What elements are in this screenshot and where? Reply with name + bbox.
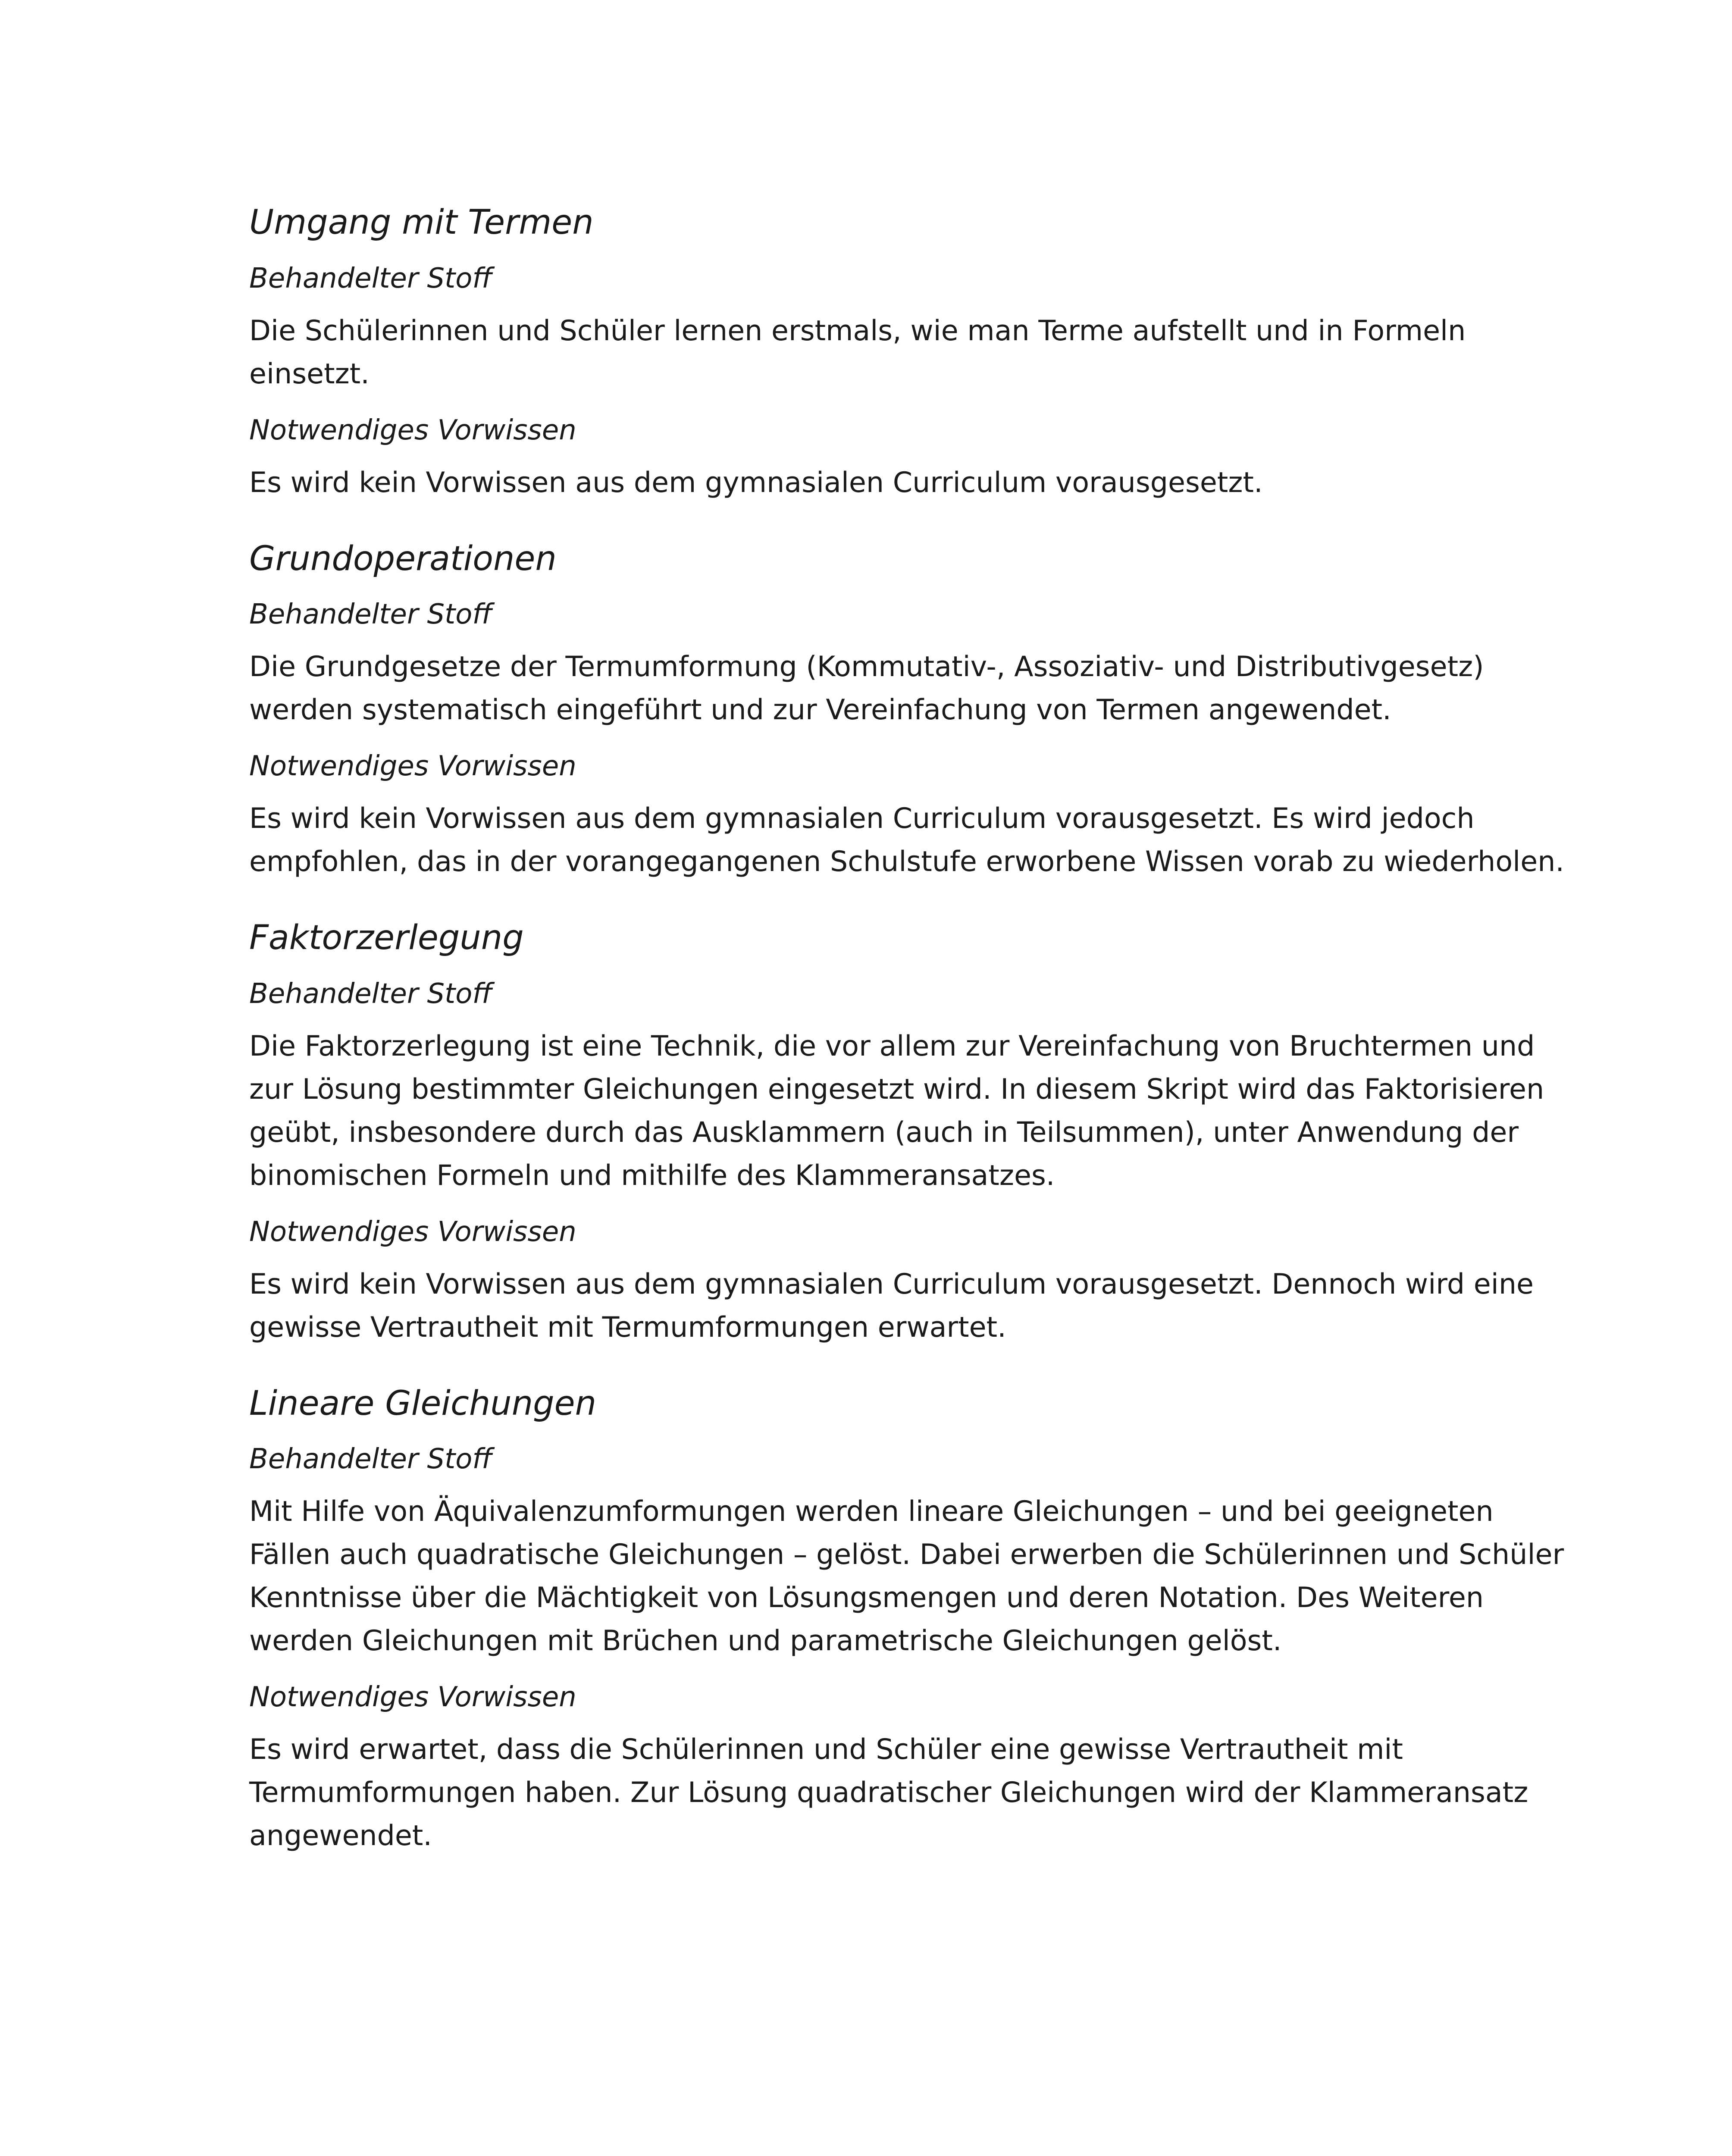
section-faktorzerlegung xyxy=(249,918,1582,1349)
vorwissen-heading: Notwendiges Vorwissen xyxy=(249,1216,576,1248)
vorwissen-heading: Notwendiges Vorwissen xyxy=(249,1681,576,1714)
section-title: Lineare Gleichungen xyxy=(249,1384,597,1423)
stoff-text: Die Grundgesetze der Termumformung (Kommutativ-, Assoziativ- und Distributivgesetz) werden systematisch eingeführt und zur Vereinfachung von Termen angewendet. xyxy=(249,651,1484,727)
stoff-heading: Behandelter Stoff xyxy=(249,1443,492,1476)
section-title: Faktorzerlegung xyxy=(249,918,524,958)
vorwissen-text: Es wird kein Vorwissen aus dem gymnasialen Curriculum vorausgesetzt. xyxy=(249,466,1263,499)
stoff-heading: Behandelter Stoff xyxy=(249,262,492,295)
stoff-text: Mit Hilfe von Äquivalenzumformungen werden lineare Gleichungen – und bei geeigneten Fällen auch quadratische Gleichungen – gelöst. Dabei erwerben die Schülerinnen und Schüler Kenntnisse über die Mächtigkeit von Lösungsmengen und deren Notation. Des Weiteren werden Gleichungen mit Brüchen und parametrische Gleichungen gelöst. xyxy=(249,1495,1564,1658)
section-title: Umgang mit Termen xyxy=(249,203,594,242)
section-umgang-mit-termen xyxy=(249,203,1582,505)
vorwissen-text: Es wird kein Vorwissen aus dem gymnasialen Curriculum vorausgesetzt. Dennoch wird eine gewisse Vertrautheit mit Termumformungen erwartet. xyxy=(249,1268,1534,1344)
stoff-heading: Behandelter Stoff xyxy=(249,978,492,1010)
section-title: Grundoperationen xyxy=(249,539,557,578)
vorwissen-heading: Notwendiges Vorwissen xyxy=(249,414,576,446)
stoff-text: Die Faktorzerlegung ist eine Technik, die vor allem zur Vereinfachung von Bruchtermen und zur Lösung bestimmter Gleichungen eingesetzt wird. In diesem Skript wird das Faktorisieren geübt, insbesondere durch das Ausklammern (auch in Teilsummen), unter Anwendung der binomischen Formeln und mithilfe des Klammeransatzes. xyxy=(249,1030,1544,1192)
section-grundoperationen xyxy=(249,539,1582,884)
vorwissen-text: Es wird erwartet, dass die Schülerinnen und Schüler eine gewisse Vertrautheit mit Termumformungen haben. Zur Lösung quadratischer Gleichungen wird der Klammeransatz angewendet. xyxy=(249,1733,1528,1852)
vorwissen-heading: Notwendiges Vorwissen xyxy=(249,750,576,783)
section-lineare-gleichungen xyxy=(249,1384,1582,1858)
vorwissen-text: Es wird kein Vorwissen aus dem gymnasialen Curriculum vorausgesetzt. Es wird jedoch empfohlen, das in der vorangegangenen Schulstufe erworbene Wissen vorab zu wiederholen. xyxy=(249,802,1565,878)
page-content xyxy=(249,203,1582,1892)
stoff-text: Die Schülerinnen und Schüler lernen erstmals, wie man Terme aufstellt und in Formeln einsetzt. xyxy=(249,314,1466,390)
stoff-heading: Behandelter Stoff xyxy=(249,599,492,631)
